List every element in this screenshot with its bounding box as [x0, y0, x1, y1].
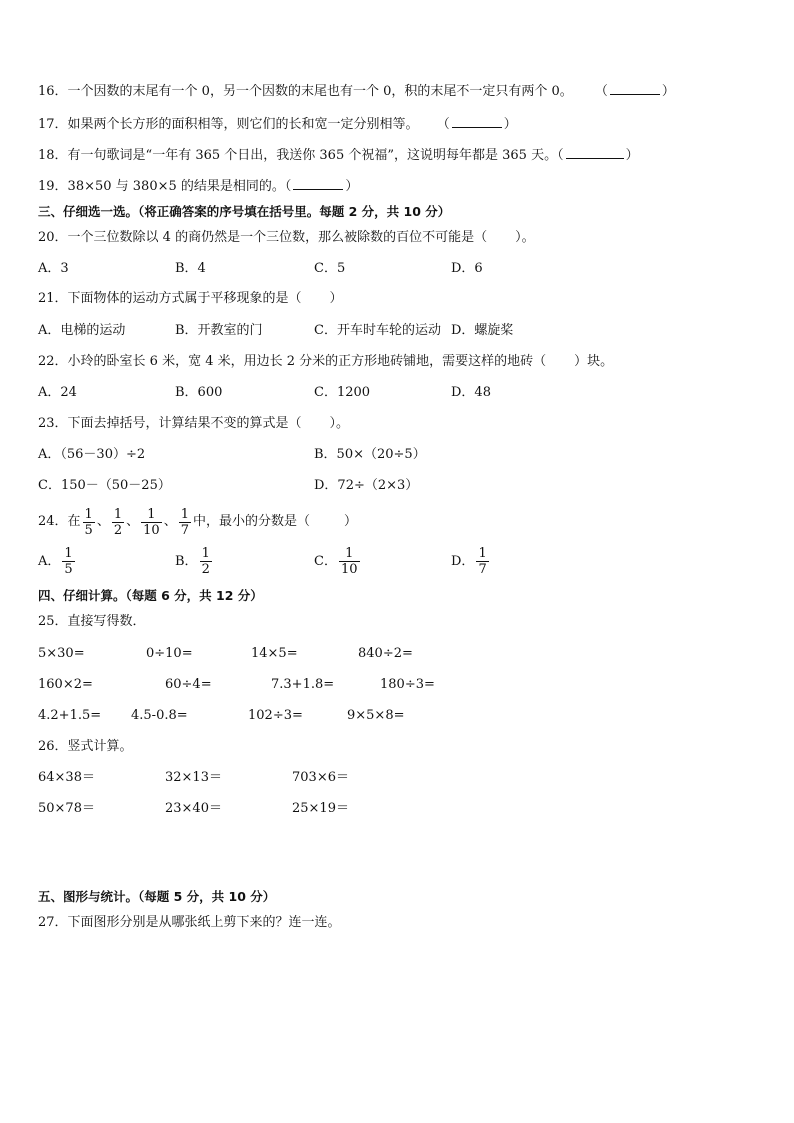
question-18: 18．有一句歌词是“一年有 365 个日出，我送你 365 个祝福”，这说明每年都是 365 天。（ ） [38, 148, 639, 163]
question-17: 17．如果两个长方形的面积相等，则它们的长和宽一定分别相等。 （ ） [38, 117, 517, 132]
option-c-fraction: $\frac{1}{10}$ [340, 546, 358, 577]
question-23: 23．下面去掉括号，计算结果不变的算式是（ ）。 [38, 416, 350, 431]
calc-item: 9×5×8= [347, 708, 405, 723]
calc-item: 0÷10= [146, 646, 193, 661]
option-b-fraction: $\frac{1}{2}$ [201, 546, 210, 577]
q21-option-b[interactable]: B．开教室的门 [175, 323, 263, 338]
calc-item: 5×30= [38, 646, 85, 661]
vertical-calc-item: 25×19＝ [292, 801, 349, 816]
question-18-text: 18．有一句歌词是“一年有 365 个日出，我送你 365 个祝福”，这说明每年都是 365 天。 [38, 148, 558, 163]
vertical-calc-item: 32×13＝ [165, 770, 222, 785]
calc-item: 14×5= [251, 646, 298, 661]
question-24: 24．在 $\frac{1}{5}$ 、 $\frac{1}{2}$ 、 $\frac{1}{10}$ 、 $\frac{1}{7}$ 中，最小的分数是（ ） [38, 506, 358, 538]
question-17-text: 17．如果两个长方形的面积相等，则它们的长和宽一定分别相等。 [38, 117, 419, 132]
q22-option-c[interactable]: C．1200 [314, 385, 371, 400]
question-16-text: 16．一个因数的末尾有一个 0，另一个因数的末尾也有一个 0，积的末尾不一定只有两个 0。 [38, 84, 573, 99]
fraction-2: $\frac{1}{2}$ [113, 506, 123, 538]
q20-option-a[interactable]: A．3 [38, 261, 69, 276]
vertical-calc-item: 64×38＝ [38, 770, 95, 785]
calc-item: 160×2= [38, 677, 93, 692]
question-25-title: 25．直接写得数． [38, 614, 146, 629]
q20-option-c[interactable]: C．5 [314, 261, 346, 276]
calc-item: 102÷3= [248, 708, 303, 723]
q21-option-d[interactable]: D．螺旋桨 [451, 323, 514, 338]
vertical-calc-item: 50×78＝ [38, 801, 95, 816]
calc-item: 7.3+1.8= [271, 677, 335, 692]
q21-option-c[interactable]: C．开车时车轮的运动 [314, 323, 441, 338]
question-19-text: 19．38×50 与 380×5 的结果是相同的。 [38, 179, 285, 194]
q20-option-b[interactable]: B．4 [175, 261, 206, 276]
question-20: 20．一个三位数除以 4 的商仍然是一个三位数，那么被除数的百位不可能是（ ）。 [38, 230, 535, 245]
q24-option-c[interactable]: C． $\frac{1}{10}$ [314, 546, 358, 577]
calc-item: 180÷3= [380, 677, 435, 692]
q23-option-c[interactable]: C．150－（50－25） [38, 478, 171, 493]
section-4-heading: 四、仔细计算。（每题 6 分，共 12 分） [38, 588, 263, 603]
q23-option-b[interactable]: B．50×（20÷5） [314, 447, 426, 462]
answer-blank-19[interactable] [293, 177, 343, 190]
question-21: 21．下面物体的运动方式属于平移现象的是（ ） [38, 291, 343, 306]
q23-option-d[interactable]: D．72÷（2×3） [314, 478, 419, 493]
vertical-calc-item: 23×40＝ [165, 801, 222, 816]
option-a-fraction: $\frac{1}{5}$ [64, 546, 73, 577]
answer-blank-17[interactable] [452, 115, 502, 128]
q24-option-b[interactable]: B． $\frac{1}{2}$ [175, 546, 210, 577]
question-16: 16．一个因数的末尾有一个 0，另一个因数的末尾也有一个 0，积的末尾不一定只有两个 0。 （ ） [38, 84, 675, 99]
question-27: 27．下面图形分别是从哪张纸上剪下来的？连一连。 [38, 915, 341, 930]
calc-item: 4.2+1.5= [38, 708, 102, 723]
fraction-3: $\frac{1}{10}$ [143, 506, 160, 538]
calc-item: 4.5-0.8= [131, 708, 188, 723]
q21-option-a[interactable]: A．电梯的运动 [38, 323, 126, 338]
q24-option-a[interactable]: A． $\frac{1}{5}$ [38, 546, 73, 577]
vertical-calc-item: 703×6＝ [292, 770, 349, 785]
fraction-1: $\frac{1}{5}$ [84, 506, 93, 538]
section-5-heading: 五、图形与统计。（每题 5 分，共 10 分） [38, 889, 276, 904]
question-26-title: 26．竖式计算。 [38, 739, 133, 754]
option-d-fraction: $\frac{1}{7}$ [478, 546, 487, 577]
q22-option-b[interactable]: B．600 [175, 385, 223, 400]
q22-option-a[interactable]: A．24 [38, 385, 77, 400]
q20-option-d[interactable]: D．6 [451, 261, 483, 276]
fraction-4: $\frac{1}{7}$ [180, 506, 189, 538]
section-3-heading: 三、仔细选一选。（将正确答案的序号填在括号里。每题 2 分，共 10 分） [38, 204, 451, 219]
question-22: 22．小玲的卧室长 6 米，宽 4 米，用边长 2 分米的正方形地砖铺地，需要这样的地砖（ ）块。 [38, 354, 614, 369]
calc-item: 60÷4= [165, 677, 212, 692]
q24-option-d[interactable]: D． $\frac{1}{7}$ [451, 546, 487, 577]
answer-blank-18[interactable] [566, 146, 624, 159]
calc-item: 840÷2= [358, 646, 413, 661]
answer-blank-16[interactable] [610, 82, 660, 95]
q22-option-d[interactable]: D．48 [451, 385, 491, 400]
q23-option-a[interactable]: A．（56－30）÷2 [38, 447, 146, 462]
question-19: 19．38×50 与 380×5 的结果是相同的。（ ） [38, 179, 359, 194]
